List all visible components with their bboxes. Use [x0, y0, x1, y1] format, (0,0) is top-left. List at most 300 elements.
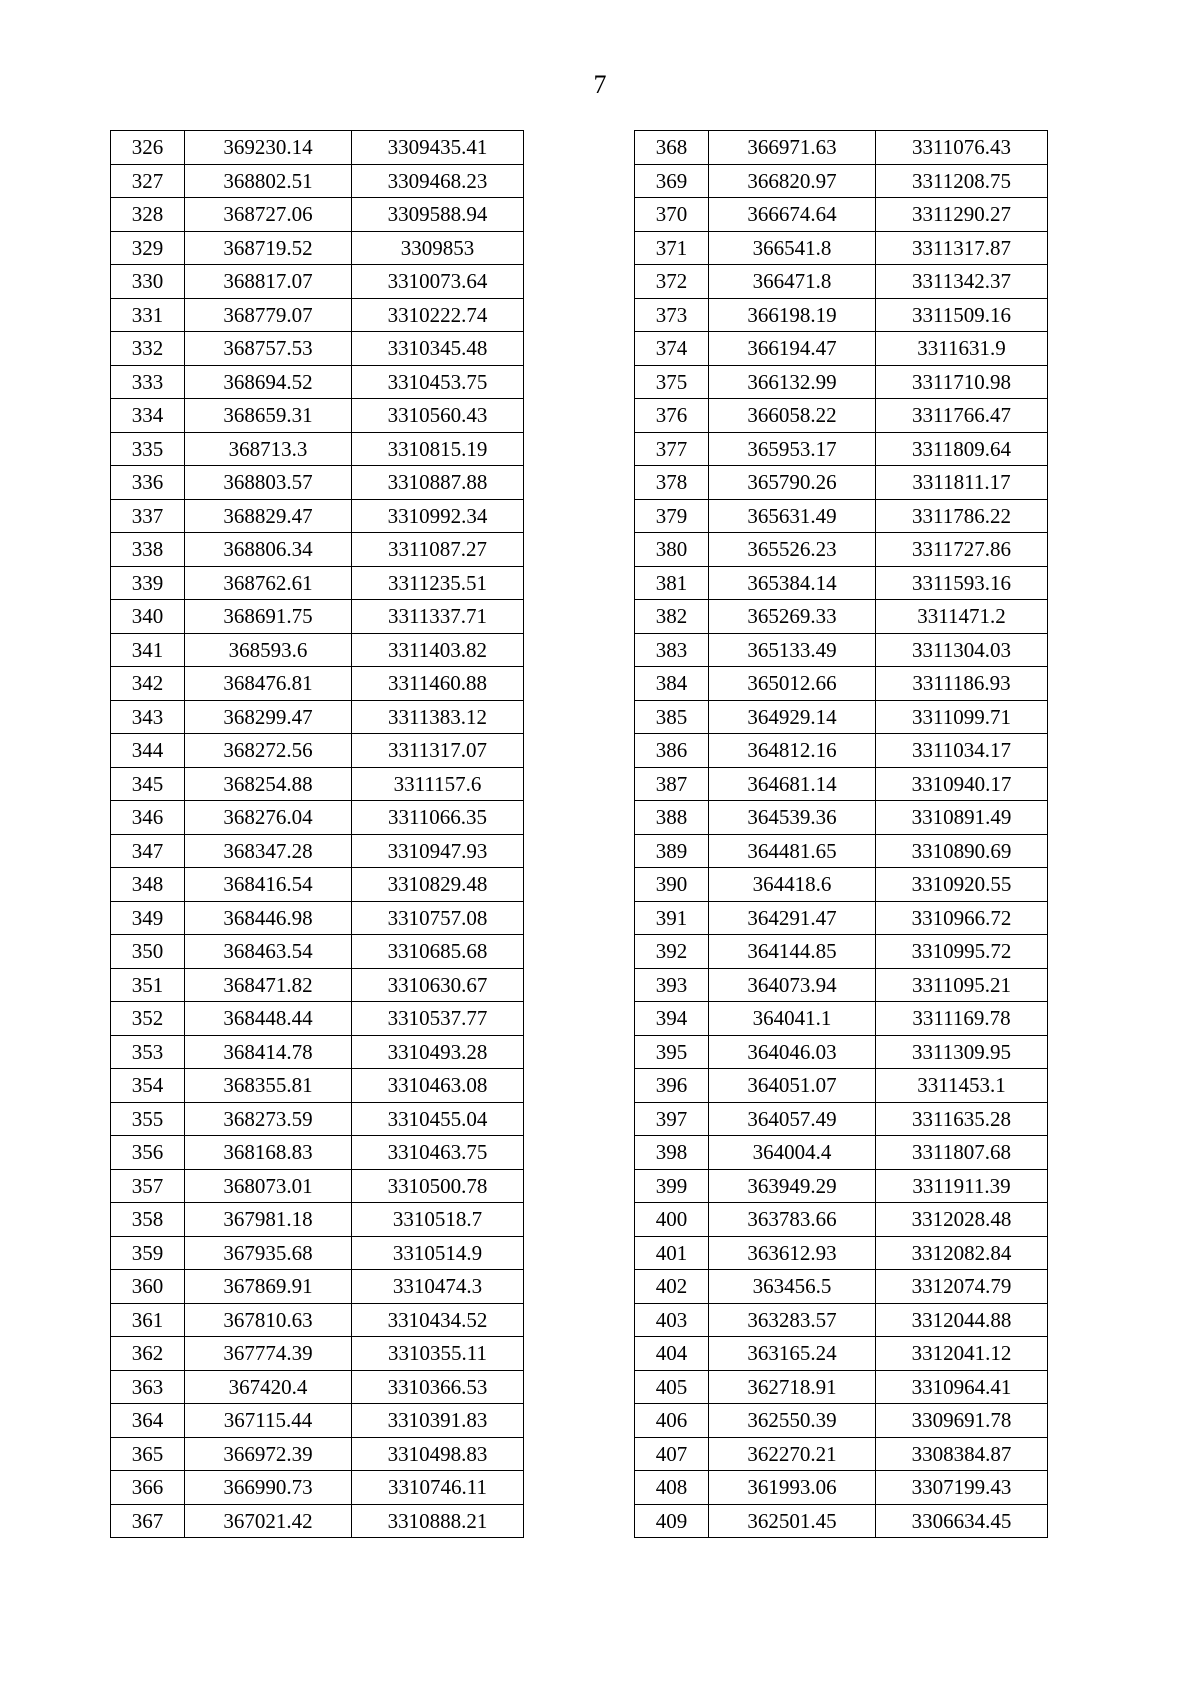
table-row: [111, 1102, 524, 1136]
y-coordinate-cell: 3311235.51: [352, 566, 524, 600]
y-coordinate-cell: 3311208.75: [876, 164, 1048, 198]
x-coordinate-cell: 364144.85: [709, 935, 876, 969]
x-coordinate-cell: 364812.16: [709, 734, 876, 768]
table-row: [635, 466, 1048, 500]
point-number-cell: 396: [635, 1069, 709, 1103]
y-coordinate-cell: 3309588.94: [352, 198, 524, 232]
table-row: [635, 365, 1048, 399]
table-row: [635, 1203, 1048, 1237]
y-coordinate-cell: 3310434.52: [352, 1303, 524, 1337]
table-row: [111, 1437, 524, 1471]
point-number-cell: 383: [635, 633, 709, 667]
point-number-cell: 328: [111, 198, 185, 232]
x-coordinate-cell: 368806.34: [185, 533, 352, 567]
point-number-cell: 360: [111, 1270, 185, 1304]
coordinate-table-left: [110, 130, 524, 1538]
table-row: [635, 566, 1048, 600]
y-coordinate-cell: 3311087.27: [352, 533, 524, 567]
y-coordinate-cell: 3310920.55: [876, 868, 1048, 902]
table-row: [635, 901, 1048, 935]
x-coordinate-cell: 364681.14: [709, 767, 876, 801]
table-row: [111, 466, 524, 500]
table-row: [635, 1102, 1048, 1136]
point-number-cell: 354: [111, 1069, 185, 1103]
x-coordinate-cell: 368416.54: [185, 868, 352, 902]
x-coordinate-cell: 365790.26: [709, 466, 876, 500]
point-number-cell: 375: [635, 365, 709, 399]
table-row: [635, 1404, 1048, 1438]
point-number-cell: 370: [635, 198, 709, 232]
x-coordinate-cell: 364073.94: [709, 968, 876, 1002]
x-coordinate-cell: 364041.1: [709, 1002, 876, 1036]
y-coordinate-cell: 3311304.03: [876, 633, 1048, 667]
table-row: [111, 131, 524, 165]
y-coordinate-cell: 3311811.17: [876, 466, 1048, 500]
point-number-cell: 340: [111, 600, 185, 634]
x-coordinate-cell: 367981.18: [185, 1203, 352, 1237]
table-row: [635, 767, 1048, 801]
point-number-cell: 330: [111, 265, 185, 299]
x-coordinate-cell: 366058.22: [709, 399, 876, 433]
y-coordinate-cell: 3309691.78: [876, 1404, 1048, 1438]
y-coordinate-cell: 3310815.19: [352, 432, 524, 466]
point-number-cell: 395: [635, 1035, 709, 1069]
table-row: [635, 265, 1048, 299]
x-coordinate-cell: 368757.53: [185, 332, 352, 366]
table-row: [635, 1169, 1048, 1203]
table-row: [111, 1471, 524, 1505]
table-row: [111, 298, 524, 332]
point-number-cell: 358: [111, 1203, 185, 1237]
y-coordinate-cell: 3311290.27: [876, 198, 1048, 232]
point-number-cell: 327: [111, 164, 185, 198]
y-coordinate-cell: 3308384.87: [876, 1437, 1048, 1471]
point-number-cell: 382: [635, 600, 709, 634]
y-coordinate-cell: 3311593.16: [876, 566, 1048, 600]
x-coordinate-cell: 364004.4: [709, 1136, 876, 1170]
point-number-cell: 402: [635, 1270, 709, 1304]
point-number-cell: 379: [635, 499, 709, 533]
x-coordinate-cell: 363283.57: [709, 1303, 876, 1337]
point-number-cell: 407: [635, 1437, 709, 1471]
point-number-cell: 394: [635, 1002, 709, 1036]
point-number-cell: 378: [635, 466, 709, 500]
y-coordinate-cell: 3311727.86: [876, 533, 1048, 567]
table-row: [635, 1236, 1048, 1270]
y-coordinate-cell: 3310355.11: [352, 1337, 524, 1371]
table-row: [111, 600, 524, 634]
point-number-cell: 343: [111, 700, 185, 734]
x-coordinate-cell: 367774.39: [185, 1337, 352, 1371]
y-coordinate-cell: 3307199.43: [876, 1471, 1048, 1505]
x-coordinate-cell: 368273.59: [185, 1102, 352, 1136]
y-coordinate-cell: 3309435.41: [352, 131, 524, 165]
x-coordinate-cell: 364418.6: [709, 868, 876, 902]
x-coordinate-cell: 368272.56: [185, 734, 352, 768]
y-coordinate-cell: 3311809.64: [876, 432, 1048, 466]
point-number-cell: 400: [635, 1203, 709, 1237]
x-coordinate-cell: 364481.65: [709, 834, 876, 868]
x-coordinate-cell: 363783.66: [709, 1203, 876, 1237]
y-coordinate-cell: 3310888.21: [352, 1504, 524, 1538]
y-coordinate-cell: 3310498.83: [352, 1437, 524, 1471]
x-coordinate-cell: 368476.81: [185, 667, 352, 701]
y-coordinate-cell: 3311157.6: [352, 767, 524, 801]
y-coordinate-cell: 3310463.75: [352, 1136, 524, 1170]
x-coordinate-cell: 368719.52: [185, 231, 352, 265]
table-row: [111, 566, 524, 600]
y-coordinate-cell: 3310345.48: [352, 332, 524, 366]
x-coordinate-cell: 361993.06: [709, 1471, 876, 1505]
y-coordinate-cell: 3311635.28: [876, 1102, 1048, 1136]
table-row: [111, 1169, 524, 1203]
table-row: [635, 198, 1048, 232]
point-number-cell: 362: [111, 1337, 185, 1371]
table-row: [111, 767, 524, 801]
x-coordinate-cell: 368299.47: [185, 700, 352, 734]
y-coordinate-cell: 3310966.72: [876, 901, 1048, 935]
point-number-cell: 403: [635, 1303, 709, 1337]
y-coordinate-cell: 3312082.84: [876, 1236, 1048, 1270]
table-row: [635, 164, 1048, 198]
y-coordinate-cell: 3311169.78: [876, 1002, 1048, 1036]
x-coordinate-cell: 368471.82: [185, 968, 352, 1002]
y-coordinate-cell: 3310992.34: [352, 499, 524, 533]
x-coordinate-cell: 368762.61: [185, 566, 352, 600]
y-coordinate-cell: 3310947.93: [352, 834, 524, 868]
table-row: [111, 1136, 524, 1170]
y-coordinate-cell: 3311337.71: [352, 600, 524, 634]
point-number-cell: 346: [111, 801, 185, 835]
point-number-cell: 355: [111, 1102, 185, 1136]
x-coordinate-cell: 364046.03: [709, 1035, 876, 1069]
point-number-cell: 401: [635, 1236, 709, 1270]
point-number-cell: 333: [111, 365, 185, 399]
table-row: [111, 667, 524, 701]
y-coordinate-cell: 3309468.23: [352, 164, 524, 198]
point-number-cell: 345: [111, 767, 185, 801]
point-number-cell: 374: [635, 332, 709, 366]
y-coordinate-cell: 3310500.78: [352, 1169, 524, 1203]
table-row: [635, 1035, 1048, 1069]
x-coordinate-cell: 368803.57: [185, 466, 352, 500]
table-row: [111, 1236, 524, 1270]
x-coordinate-cell: 368276.04: [185, 801, 352, 835]
y-coordinate-cell: 3311807.68: [876, 1136, 1048, 1170]
y-coordinate-cell: 3311453.1: [876, 1069, 1048, 1103]
x-coordinate-cell: 365631.49: [709, 499, 876, 533]
table-row: [111, 1002, 524, 1036]
x-coordinate-cell: 368694.52: [185, 365, 352, 399]
x-coordinate-cell: 363949.29: [709, 1169, 876, 1203]
table-row: [635, 968, 1048, 1002]
table-row: [635, 1270, 1048, 1304]
table-row: [111, 1303, 524, 1337]
table-row: [635, 399, 1048, 433]
table-row: [635, 1337, 1048, 1371]
table-row: [111, 1035, 524, 1069]
x-coordinate-cell: 365526.23: [709, 533, 876, 567]
point-number-cell: 384: [635, 667, 709, 701]
table-row: [635, 1002, 1048, 1036]
coordinate-table-right: [634, 130, 1048, 1538]
y-coordinate-cell: 3310560.43: [352, 399, 524, 433]
x-coordinate-cell: 366972.39: [185, 1437, 352, 1471]
x-coordinate-cell: 366132.99: [709, 365, 876, 399]
point-number-cell: 348: [111, 868, 185, 902]
x-coordinate-cell: 366990.73: [185, 1471, 352, 1505]
x-coordinate-cell: 368347.28: [185, 834, 352, 868]
table-row: [111, 164, 524, 198]
page-number: 7: [593, 70, 607, 99]
y-coordinate-cell: 3311911.39: [876, 1169, 1048, 1203]
point-number-cell: 386: [635, 734, 709, 768]
point-number-cell: 397: [635, 1102, 709, 1136]
y-coordinate-cell: 3310514.9: [352, 1236, 524, 1270]
table-row: [635, 298, 1048, 332]
x-coordinate-cell: 367021.42: [185, 1504, 352, 1538]
y-coordinate-cell: 3311317.07: [352, 734, 524, 768]
point-number-cell: 332: [111, 332, 185, 366]
y-coordinate-cell: 3310630.67: [352, 968, 524, 1002]
y-coordinate-cell: 3310453.75: [352, 365, 524, 399]
point-number-cell: 351: [111, 968, 185, 1002]
point-number-cell: 380: [635, 533, 709, 567]
point-number-cell: 334: [111, 399, 185, 433]
point-number-cell: 331: [111, 298, 185, 332]
x-coordinate-cell: 366471.8: [709, 265, 876, 299]
y-coordinate-cell: 3311066.35: [352, 801, 524, 835]
y-coordinate-cell: 3310940.17: [876, 767, 1048, 801]
y-coordinate-cell: 3310887.88: [352, 466, 524, 500]
table-row: [111, 231, 524, 265]
y-coordinate-cell: 3310964.41: [876, 1370, 1048, 1404]
y-coordinate-cell: 3311460.88: [352, 667, 524, 701]
x-coordinate-cell: 365384.14: [709, 566, 876, 600]
y-coordinate-cell: 3310746.11: [352, 1471, 524, 1505]
x-coordinate-cell: 368727.06: [185, 198, 352, 232]
x-coordinate-cell: 364539.36: [709, 801, 876, 835]
x-coordinate-cell: 368448.44: [185, 1002, 352, 1036]
x-coordinate-cell: 368802.51: [185, 164, 352, 198]
point-number-cell: 336: [111, 466, 185, 500]
x-coordinate-cell: 368073.01: [185, 1169, 352, 1203]
table-row: [111, 700, 524, 734]
point-number-cell: 405: [635, 1370, 709, 1404]
y-coordinate-cell: 3311631.9: [876, 332, 1048, 366]
point-number-cell: 406: [635, 1404, 709, 1438]
x-coordinate-cell: 363456.5: [709, 1270, 876, 1304]
table-row: [111, 432, 524, 466]
x-coordinate-cell: 362550.39: [709, 1404, 876, 1438]
table-row: [111, 868, 524, 902]
table-row: [635, 667, 1048, 701]
x-coordinate-cell: 362501.45: [709, 1504, 876, 1538]
table-row: [635, 499, 1048, 533]
x-coordinate-cell: 363165.24: [709, 1337, 876, 1371]
table-row: [635, 1437, 1048, 1471]
x-coordinate-cell: 368446.98: [185, 901, 352, 935]
table-row: [635, 332, 1048, 366]
x-coordinate-cell: 368355.81: [185, 1069, 352, 1103]
table-row: [635, 868, 1048, 902]
x-coordinate-cell: 367935.68: [185, 1236, 352, 1270]
x-coordinate-cell: 369230.14: [185, 131, 352, 165]
point-number-cell: 365: [111, 1437, 185, 1471]
x-coordinate-cell: 362718.91: [709, 1370, 876, 1404]
table-row: [635, 1303, 1048, 1337]
y-coordinate-cell: 3311309.95: [876, 1035, 1048, 1069]
y-coordinate-cell: 3312074.79: [876, 1270, 1048, 1304]
x-coordinate-cell: 366541.8: [709, 231, 876, 265]
x-coordinate-cell: 366198.19: [709, 298, 876, 332]
x-coordinate-cell: 367810.63: [185, 1303, 352, 1337]
y-coordinate-cell: 3311766.47: [876, 399, 1048, 433]
point-number-cell: 341: [111, 633, 185, 667]
point-number-cell: 329: [111, 231, 185, 265]
point-number-cell: 373: [635, 298, 709, 332]
x-coordinate-cell: 364291.47: [709, 901, 876, 935]
point-number-cell: 377: [635, 432, 709, 466]
table-row: [111, 1069, 524, 1103]
y-coordinate-cell: 3311317.87: [876, 231, 1048, 265]
table-row: [111, 533, 524, 567]
y-coordinate-cell: 3311342.37: [876, 265, 1048, 299]
y-coordinate-cell: 3311471.2: [876, 600, 1048, 634]
table-row: [635, 131, 1048, 165]
point-number-cell: 338: [111, 533, 185, 567]
coordinate-table-body: [111, 131, 524, 1538]
table-row: [635, 1370, 1048, 1404]
table-row: [111, 1270, 524, 1304]
table-row: [111, 968, 524, 1002]
y-coordinate-cell: 3312044.88: [876, 1303, 1048, 1337]
y-coordinate-cell: 3310995.72: [876, 935, 1048, 969]
point-number-cell: 404: [635, 1337, 709, 1371]
table-row: [111, 332, 524, 366]
x-coordinate-cell: 368659.31: [185, 399, 352, 433]
point-number-cell: 372: [635, 265, 709, 299]
point-number-cell: 385: [635, 700, 709, 734]
y-coordinate-cell: 3310455.04: [352, 1102, 524, 1136]
y-coordinate-cell: 3310890.69: [876, 834, 1048, 868]
x-coordinate-cell: 363612.93: [709, 1236, 876, 1270]
y-coordinate-cell: 3310222.74: [352, 298, 524, 332]
point-number-cell: 369: [635, 164, 709, 198]
table-row: [111, 499, 524, 533]
point-number-cell: 347: [111, 834, 185, 868]
table-row: [635, 834, 1048, 868]
y-coordinate-cell: 3311786.22: [876, 499, 1048, 533]
table-row: [111, 365, 524, 399]
point-number-cell: 357: [111, 1169, 185, 1203]
table-row: [635, 801, 1048, 835]
y-coordinate-cell: 3310073.64: [352, 265, 524, 299]
point-number-cell: 344: [111, 734, 185, 768]
point-number-cell: 371: [635, 231, 709, 265]
y-coordinate-cell: 3312041.12: [876, 1337, 1048, 1371]
x-coordinate-cell: 368593.6: [185, 633, 352, 667]
table-row: [635, 432, 1048, 466]
y-coordinate-cell: 3311186.93: [876, 667, 1048, 701]
x-coordinate-cell: 366820.97: [709, 164, 876, 198]
y-coordinate-cell: 3311403.82: [352, 633, 524, 667]
table-row: [635, 231, 1048, 265]
point-number-cell: 368: [635, 131, 709, 165]
y-coordinate-cell: 3306634.45: [876, 1504, 1048, 1538]
x-coordinate-cell: 364929.14: [709, 700, 876, 734]
table-row: [111, 1337, 524, 1371]
x-coordinate-cell: 367869.91: [185, 1270, 352, 1304]
point-number-cell: 388: [635, 801, 709, 835]
table-row: [111, 265, 524, 299]
point-number-cell: 356: [111, 1136, 185, 1170]
table-row: [635, 700, 1048, 734]
table-row: [635, 1504, 1048, 1538]
point-number-cell: 376: [635, 399, 709, 433]
x-coordinate-cell: 366194.47: [709, 332, 876, 366]
point-number-cell: 387: [635, 767, 709, 801]
table-row: [635, 1136, 1048, 1170]
table-row: [111, 935, 524, 969]
point-number-cell: 349: [111, 901, 185, 935]
point-number-cell: 352: [111, 1002, 185, 1036]
y-coordinate-cell: 3309853: [352, 231, 524, 265]
y-coordinate-cell: 3310829.48: [352, 868, 524, 902]
table-row: [111, 1203, 524, 1237]
table-row: [111, 901, 524, 935]
point-number-cell: 389: [635, 834, 709, 868]
point-number-cell: 399: [635, 1169, 709, 1203]
x-coordinate-cell: 366971.63: [709, 131, 876, 165]
x-coordinate-cell: 368713.3: [185, 432, 352, 466]
x-coordinate-cell: 364057.49: [709, 1102, 876, 1136]
x-coordinate-cell: 365012.66: [709, 667, 876, 701]
y-coordinate-cell: 3310518.7: [352, 1203, 524, 1237]
x-coordinate-cell: 366674.64: [709, 198, 876, 232]
point-number-cell: 350: [111, 935, 185, 969]
point-number-cell: 364: [111, 1404, 185, 1438]
y-coordinate-cell: 3311509.16: [876, 298, 1048, 332]
point-number-cell: 337: [111, 499, 185, 533]
y-coordinate-cell: 3310891.49: [876, 801, 1048, 835]
point-number-cell: 409: [635, 1504, 709, 1538]
coordinate-table-body: [635, 131, 1048, 1538]
x-coordinate-cell: 365953.17: [709, 432, 876, 466]
table-row: [111, 834, 524, 868]
point-number-cell: 363: [111, 1370, 185, 1404]
x-coordinate-cell: 368817.07: [185, 265, 352, 299]
table-row: [111, 633, 524, 667]
point-number-cell: 398: [635, 1136, 709, 1170]
x-coordinate-cell: 368254.88: [185, 767, 352, 801]
point-number-cell: 353: [111, 1035, 185, 1069]
x-coordinate-cell: 368691.75: [185, 600, 352, 634]
y-coordinate-cell: 3311710.98: [876, 365, 1048, 399]
point-number-cell: 359: [111, 1236, 185, 1270]
point-number-cell: 408: [635, 1471, 709, 1505]
x-coordinate-cell: 368414.78: [185, 1035, 352, 1069]
x-coordinate-cell: 367115.44: [185, 1404, 352, 1438]
point-number-cell: 335: [111, 432, 185, 466]
x-coordinate-cell: 368168.83: [185, 1136, 352, 1170]
x-coordinate-cell: 368779.07: [185, 298, 352, 332]
y-coordinate-cell: 3310391.83: [352, 1404, 524, 1438]
table-row: [635, 1471, 1048, 1505]
x-coordinate-cell: 365133.49: [709, 633, 876, 667]
x-coordinate-cell: 368463.54: [185, 935, 352, 969]
x-coordinate-cell: 362270.21: [709, 1437, 876, 1471]
